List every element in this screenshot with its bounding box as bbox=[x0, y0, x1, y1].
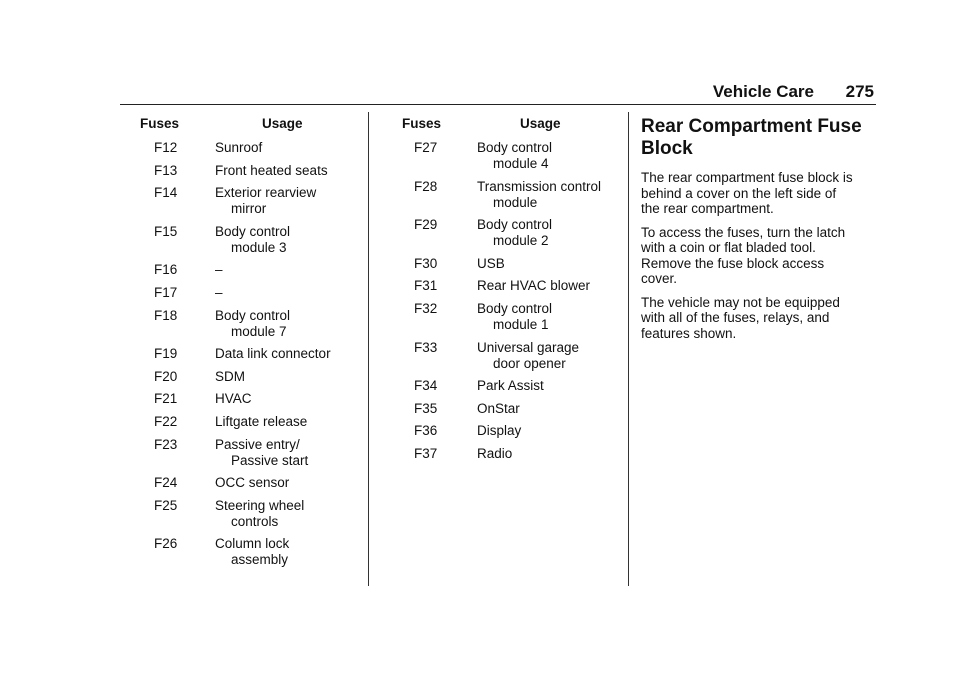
fuse-id: F19 bbox=[154, 346, 178, 362]
table-row bbox=[140, 185, 365, 217]
table-row bbox=[140, 369, 365, 385]
fuse-usage bbox=[477, 423, 624, 439]
fuse-id: F30 bbox=[414, 255, 438, 271]
fuse-usage bbox=[215, 498, 365, 530]
table-row bbox=[402, 446, 624, 462]
table-body bbox=[140, 140, 365, 568]
fuse-usage bbox=[477, 256, 624, 272]
paragraph bbox=[641, 170, 876, 217]
fuse-usage bbox=[477, 179, 624, 211]
column-divider bbox=[368, 112, 369, 586]
fuse-usage bbox=[477, 140, 624, 172]
usage-line: mirror bbox=[231, 201, 267, 217]
fuse-id: F26 bbox=[154, 536, 178, 552]
table-row bbox=[402, 140, 624, 172]
page-header bbox=[120, 82, 876, 105]
table-row bbox=[140, 224, 365, 256]
usage-line: Radio bbox=[477, 445, 513, 461]
usage-line: Body control bbox=[477, 300, 553, 316]
table-row bbox=[402, 256, 624, 272]
table-row bbox=[140, 437, 365, 469]
column-header-fuses: Fuses bbox=[402, 116, 442, 131]
fuse-id: F36 bbox=[414, 423, 438, 439]
fuse-id: F12 bbox=[154, 140, 178, 155]
fuse-id: F13 bbox=[154, 162, 178, 178]
fuse-id: F34 bbox=[414, 378, 438, 394]
fuse-id: F21 bbox=[154, 391, 178, 407]
paragraph-line: To access the fuses, turn the latch bbox=[641, 224, 846, 240]
usage-line: module bbox=[493, 194, 538, 210]
usage-line: OnStar bbox=[477, 400, 520, 416]
fuse-usage bbox=[477, 301, 624, 333]
fuse-id: F15 bbox=[154, 223, 178, 239]
usage-line: Steering wheel bbox=[215, 497, 305, 513]
table-row bbox=[402, 340, 624, 372]
usage-line: Exterior rearview bbox=[215, 185, 317, 201]
usage-line: module 4 bbox=[493, 156, 549, 171]
table-row bbox=[402, 278, 624, 294]
usage-line: OCC sensor bbox=[215, 475, 290, 491]
fuse-usage bbox=[215, 308, 365, 340]
table-row bbox=[402, 217, 624, 249]
fuse-usage bbox=[477, 217, 624, 249]
table-row bbox=[140, 498, 365, 530]
table-row bbox=[140, 308, 365, 340]
usage-line: HVAC bbox=[215, 391, 252, 407]
column-header-usage: Usage bbox=[262, 116, 303, 131]
fuse-id: F24 bbox=[154, 475, 178, 491]
table-row bbox=[140, 536, 365, 568]
table-header bbox=[140, 116, 365, 132]
rear-compartment-section bbox=[641, 116, 876, 349]
paragraph bbox=[641, 225, 876, 287]
table-row bbox=[140, 262, 365, 278]
fuse-id: F37 bbox=[414, 445, 438, 461]
usage-line: Data link connector bbox=[215, 346, 331, 362]
section-body bbox=[641, 170, 876, 341]
fuse-id: F25 bbox=[154, 497, 178, 513]
fuse-usage bbox=[215, 346, 365, 362]
fuse-table-1 bbox=[140, 116, 365, 575]
fuse-id: F16 bbox=[154, 262, 178, 278]
paragraph-line: with a coin or flat bladed tool. bbox=[641, 240, 816, 255]
fuse-id: F32 bbox=[414, 300, 438, 316]
usage-line: module 2 bbox=[493, 233, 549, 249]
usage-line: Liftgate release bbox=[215, 413, 308, 429]
paragraph-line: cover. bbox=[641, 271, 678, 286]
table-row bbox=[140, 140, 365, 156]
column-divider bbox=[628, 112, 629, 586]
fuse-usage bbox=[477, 278, 624, 294]
fuse-usage bbox=[215, 224, 365, 256]
usage-line: Body control bbox=[477, 140, 553, 155]
table-row bbox=[402, 179, 624, 211]
usage-line: USB bbox=[477, 255, 505, 271]
fuse-id: F23 bbox=[154, 436, 178, 452]
fuse-usage bbox=[477, 378, 624, 394]
paragraph-line: Remove the fuse block access bbox=[641, 255, 825, 271]
table-row bbox=[140, 475, 365, 491]
paragraph bbox=[641, 295, 876, 342]
fuse-usage bbox=[215, 391, 365, 407]
usage-line: module 1 bbox=[493, 316, 549, 332]
usage-line: module 7 bbox=[231, 323, 287, 339]
heading-line: Block bbox=[641, 138, 693, 159]
paragraph-line: the rear compartment. bbox=[641, 201, 774, 216]
usage-line: controls bbox=[231, 513, 279, 529]
column-header-fuses: Fuses bbox=[140, 116, 180, 131]
usage-line: Body control bbox=[215, 307, 291, 323]
fuse-id: F22 bbox=[154, 413, 178, 429]
fuse-id: F27 bbox=[414, 140, 438, 155]
table-row bbox=[140, 391, 365, 407]
page-number: 275 bbox=[845, 82, 874, 101]
table-row bbox=[402, 301, 624, 333]
table-row bbox=[402, 401, 624, 417]
fuse-id: F20 bbox=[154, 368, 178, 384]
column-header-usage: Usage bbox=[520, 116, 561, 131]
fuse-usage bbox=[215, 437, 365, 469]
fuse-usage bbox=[215, 475, 365, 491]
table-row bbox=[402, 378, 624, 394]
usage-line: Passive start bbox=[231, 452, 309, 468]
fuse-usage bbox=[477, 446, 624, 462]
usage-line: assembly bbox=[231, 552, 289, 568]
usage-line: SDM bbox=[215, 368, 245, 384]
fuse-id: F28 bbox=[414, 178, 438, 194]
paragraph-line: behind a cover on the left side of bbox=[641, 185, 837, 201]
fuse-table-2 bbox=[402, 116, 624, 469]
table-row bbox=[140, 163, 365, 179]
usage-line: Display bbox=[477, 423, 522, 439]
section-heading bbox=[641, 116, 876, 160]
usage-line: Park Assist bbox=[477, 378, 544, 394]
usage-line: Transmission control bbox=[477, 178, 602, 194]
fuse-usage bbox=[215, 414, 365, 430]
fuse-usage bbox=[215, 285, 365, 301]
fuse-usage bbox=[215, 536, 365, 568]
fuse-usage bbox=[215, 185, 365, 217]
fuse-id: F33 bbox=[414, 339, 438, 355]
usage-line: Passive entry/ bbox=[215, 436, 300, 452]
paragraph-line: with all of the fuses, relays, and bbox=[641, 310, 830, 325]
fuse-id: F14 bbox=[154, 185, 178, 201]
fuse-id: F29 bbox=[414, 217, 438, 233]
usage-line: module 3 bbox=[231, 239, 287, 255]
table-row bbox=[140, 285, 365, 301]
table-row bbox=[140, 414, 365, 430]
fuse-usage bbox=[215, 163, 365, 179]
table-body bbox=[402, 140, 624, 462]
fuse-id: F35 bbox=[414, 400, 438, 416]
usage-line: Column lock bbox=[215, 536, 290, 552]
paragraph-line: features shown. bbox=[641, 325, 737, 341]
fuse-usage bbox=[477, 401, 624, 417]
section-title: Vehicle Care bbox=[712, 82, 814, 101]
usage-line: Universal garage bbox=[477, 339, 580, 355]
fuse-usage bbox=[215, 369, 365, 385]
table-row bbox=[402, 423, 624, 439]
fuse-id: F31 bbox=[414, 278, 438, 294]
table-row bbox=[140, 346, 365, 362]
fuse-usage bbox=[215, 140, 365, 156]
usage-line: Body control bbox=[215, 223, 291, 239]
usage-line: door opener bbox=[493, 355, 566, 371]
paragraph-line: The rear compartment fuse block is bbox=[641, 170, 853, 185]
fuse-usage bbox=[215, 262, 365, 278]
usage-line: Rear HVAC blower bbox=[477, 278, 591, 294]
usage-line: – bbox=[215, 284, 223, 300]
paragraph-line: The vehicle may not be equipped bbox=[641, 294, 840, 310]
usage-line: Front heated seats bbox=[215, 162, 328, 178]
usage-line: – bbox=[215, 262, 223, 278]
table-header bbox=[402, 116, 624, 132]
fuse-usage bbox=[477, 340, 624, 372]
usage-line: Sunroof bbox=[215, 140, 263, 155]
fuse-id: F18 bbox=[154, 307, 178, 323]
usage-line: Body control bbox=[477, 217, 553, 233]
fuse-id: F17 bbox=[154, 284, 178, 300]
heading-line: Rear Compartment Fuse bbox=[641, 116, 862, 137]
